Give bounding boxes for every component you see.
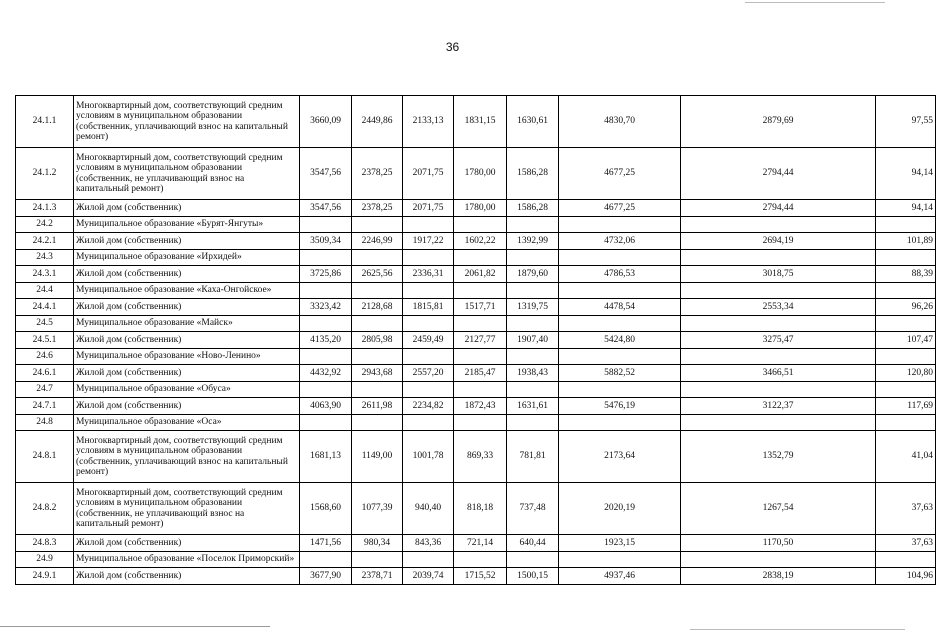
empty-cell <box>876 382 936 398</box>
row-name: Жилой дом (собственник) <box>74 332 300 349</box>
value-cell: 94,14 <box>876 200 936 217</box>
table-row <box>16 200 936 217</box>
row-name: Жилой дом (собственник) <box>74 568 300 585</box>
value-cell: 843,36 <box>403 535 454 552</box>
empty-cell <box>876 316 936 332</box>
value-cell: 1879,60 <box>507 266 559 283</box>
value-cell: 3677,90 <box>300 568 352 585</box>
value-cell: 1077,39 <box>352 483 403 535</box>
row-code: 24.8.3 <box>16 535 74 552</box>
value-cell: 37,63 <box>876 535 936 552</box>
value-cell: 1917,22 <box>403 233 454 250</box>
row-name: Жилой дом (собственник) <box>74 233 300 250</box>
value-cell: 2794,44 <box>681 200 876 217</box>
value-cell: 117,69 <box>876 398 936 415</box>
empty-cell <box>352 415 403 431</box>
empty-cell <box>681 382 876 398</box>
empty-cell <box>507 316 559 332</box>
value-cell: 2943,68 <box>352 365 403 382</box>
value-cell: 1602,22 <box>454 233 507 250</box>
value-cell: 94,14 <box>876 148 936 200</box>
row-code: 24.5 <box>16 316 74 332</box>
empty-cell <box>454 415 507 431</box>
value-cell: 96,26 <box>876 299 936 316</box>
empty-cell <box>507 250 559 266</box>
table-row <box>16 332 936 349</box>
empty-cell <box>681 316 876 332</box>
empty-cell <box>876 250 936 266</box>
page-number: 36 <box>445 40 460 54</box>
empty-cell <box>876 217 936 233</box>
table-row <box>16 365 936 382</box>
value-cell: 1568,60 <box>300 483 352 535</box>
value-cell: 107,47 <box>876 332 936 349</box>
row-code: 24.3 <box>16 250 74 266</box>
value-cell: 4830,70 <box>559 96 681 148</box>
empty-cell <box>559 283 681 299</box>
empty-cell <box>681 217 876 233</box>
row-code: 24.3.1 <box>16 266 74 283</box>
value-cell: 2071,75 <box>403 148 454 200</box>
empty-cell <box>300 382 352 398</box>
value-cell: 1319,75 <box>507 299 559 316</box>
row-code: 24.8.2 <box>16 483 74 535</box>
row-name: Жилой дом (собственник) <box>74 266 300 283</box>
section-title: Муниципальное образование «Ирхидей» <box>74 250 300 266</box>
section-title: Муниципальное образование «Бурят-Янгуты» <box>74 217 300 233</box>
empty-cell <box>352 316 403 332</box>
value-cell: 2378,71 <box>352 568 403 585</box>
value-cell: 5882,52 <box>559 365 681 382</box>
value-cell: 2071,75 <box>403 200 454 217</box>
empty-cell <box>352 382 403 398</box>
value-cell: 2378,25 <box>352 200 403 217</box>
table-row <box>16 299 936 316</box>
row-name: Многоквартирный дом, соответствующий средним условиям в муниципальном образовании (собственник, уплачивающий взнос на капитальный ремонт) <box>74 96 300 148</box>
value-cell: 4063,90 <box>300 398 352 415</box>
row-code: 24.4.1 <box>16 299 74 316</box>
empty-cell <box>403 552 454 568</box>
value-cell: 2794,44 <box>681 148 876 200</box>
value-cell: 3509,34 <box>300 233 352 250</box>
value-cell: 3122,37 <box>681 398 876 415</box>
empty-cell <box>300 217 352 233</box>
value-cell: 2879,69 <box>681 96 876 148</box>
table-row <box>16 535 936 552</box>
row-name: Жилой дом (собственник) <box>74 535 300 552</box>
value-cell: 1352,79 <box>681 431 876 483</box>
value-cell: 1500,15 <box>507 568 559 585</box>
empty-cell <box>352 217 403 233</box>
row-code: 24.9 <box>16 552 74 568</box>
tariff-table <box>15 95 936 585</box>
section-row <box>16 552 936 568</box>
section-row <box>16 316 936 332</box>
table-row <box>16 233 936 250</box>
value-cell: 4677,25 <box>559 200 681 217</box>
value-cell: 2557,20 <box>403 365 454 382</box>
value-cell: 101,89 <box>876 233 936 250</box>
empty-cell <box>507 283 559 299</box>
row-code: 24.1.2 <box>16 148 74 200</box>
empty-cell <box>352 552 403 568</box>
section-row <box>16 217 936 233</box>
value-cell: 1715,52 <box>454 568 507 585</box>
value-cell: 3547,56 <box>300 148 352 200</box>
value-cell: 1815,81 <box>403 299 454 316</box>
empty-cell <box>454 349 507 365</box>
empty-cell <box>559 415 681 431</box>
empty-cell <box>300 316 352 332</box>
empty-cell <box>403 349 454 365</box>
empty-cell <box>403 316 454 332</box>
value-cell: 37,63 <box>876 483 936 535</box>
value-cell: 721,14 <box>454 535 507 552</box>
empty-cell <box>507 552 559 568</box>
value-cell: 1923,15 <box>559 535 681 552</box>
value-cell: 1831,15 <box>454 96 507 148</box>
section-title: Муниципальное образование «Оса» <box>74 415 300 431</box>
value-cell: 104,96 <box>876 568 936 585</box>
row-name: Многоквартирный дом, соответствующий средним условиям в муниципальном образовании (собственник, уплачивающий взнос на капитальный ремонт) <box>74 431 300 483</box>
empty-cell <box>559 250 681 266</box>
top-edge-rule <box>745 2 885 3</box>
row-code: 24.9.1 <box>16 568 74 585</box>
section-title: Муниципальное образование «Ново-Ленино» <box>74 349 300 365</box>
value-cell: 5476,19 <box>559 398 681 415</box>
value-cell: 2805,98 <box>352 332 403 349</box>
empty-cell <box>507 217 559 233</box>
value-cell: 120,80 <box>876 365 936 382</box>
value-cell: 2246,99 <box>352 233 403 250</box>
empty-cell <box>681 552 876 568</box>
table-row <box>16 483 936 535</box>
row-code: 24.1.3 <box>16 200 74 217</box>
section-row <box>16 250 936 266</box>
empty-cell <box>300 250 352 266</box>
value-cell: 640,44 <box>507 535 559 552</box>
value-cell: 3275,47 <box>681 332 876 349</box>
empty-cell <box>507 415 559 431</box>
value-cell: 88,39 <box>876 266 936 283</box>
row-code: 24.6.1 <box>16 365 74 382</box>
value-cell: 1631,61 <box>507 398 559 415</box>
value-cell: 3660,09 <box>300 96 352 148</box>
row-name: Жилой дом (собственник) <box>74 299 300 316</box>
table-body <box>16 96 936 585</box>
empty-cell <box>507 382 559 398</box>
value-cell: 4432,92 <box>300 365 352 382</box>
empty-cell <box>300 552 352 568</box>
value-cell: 1907,40 <box>507 332 559 349</box>
empty-cell <box>300 349 352 365</box>
value-cell: 2611,98 <box>352 398 403 415</box>
value-cell: 1872,43 <box>454 398 507 415</box>
row-code: 24.6 <box>16 349 74 365</box>
empty-cell <box>352 349 403 365</box>
empty-cell <box>454 250 507 266</box>
value-cell: 781,81 <box>507 431 559 483</box>
empty-cell <box>876 349 936 365</box>
value-cell: 1001,78 <box>403 431 454 483</box>
table-row <box>16 266 936 283</box>
value-cell: 2173,64 <box>559 431 681 483</box>
table-row <box>16 398 936 415</box>
empty-cell <box>454 552 507 568</box>
row-code: 24.1.1 <box>16 96 74 148</box>
value-cell: 2625,56 <box>352 266 403 283</box>
section-row <box>16 349 936 365</box>
empty-cell <box>559 382 681 398</box>
value-cell: 3466,51 <box>681 365 876 382</box>
value-cell: 1681,13 <box>300 431 352 483</box>
row-code: 24.7.1 <box>16 398 74 415</box>
value-cell: 1780,00 <box>454 200 507 217</box>
empty-cell <box>559 552 681 568</box>
row-code: 24.8.1 <box>16 431 74 483</box>
table-row <box>16 568 936 585</box>
table-row <box>16 431 936 483</box>
empty-cell <box>681 349 876 365</box>
table-row <box>16 96 936 148</box>
value-cell: 97,55 <box>876 96 936 148</box>
section-row <box>16 382 936 398</box>
empty-cell <box>876 283 936 299</box>
row-name: Многоквартирный дом, соответствующий средним условиям в муниципальном образовании (собственник, не уплачивающий взнос на капитальный ремонт) <box>74 148 300 200</box>
empty-cell <box>300 283 352 299</box>
section-row <box>16 283 936 299</box>
value-cell: 1938,43 <box>507 365 559 382</box>
empty-cell <box>454 217 507 233</box>
value-cell: 4786,53 <box>559 266 681 283</box>
value-cell: 2449,86 <box>352 96 403 148</box>
empty-cell <box>403 250 454 266</box>
empty-cell <box>559 316 681 332</box>
value-cell: 4478,54 <box>559 299 681 316</box>
empty-cell <box>454 283 507 299</box>
value-cell: 2838,19 <box>681 568 876 585</box>
empty-cell <box>300 415 352 431</box>
value-cell: 3323,42 <box>300 299 352 316</box>
empty-cell <box>559 217 681 233</box>
value-cell: 2553,34 <box>681 299 876 316</box>
value-cell: 4937,46 <box>559 568 681 585</box>
empty-cell <box>352 250 403 266</box>
value-cell: 2185,47 <box>454 365 507 382</box>
value-cell: 2234,82 <box>403 398 454 415</box>
value-cell: 1517,71 <box>454 299 507 316</box>
value-cell: 2128,68 <box>352 299 403 316</box>
row-code: 24.2 <box>16 217 74 233</box>
empty-cell <box>352 283 403 299</box>
empty-cell <box>454 316 507 332</box>
value-cell: 2694,19 <box>681 233 876 250</box>
row-code: 24.2.1 <box>16 233 74 250</box>
value-cell: 4732,06 <box>559 233 681 250</box>
section-row <box>16 415 936 431</box>
table-row <box>16 148 936 200</box>
value-cell: 869,33 <box>454 431 507 483</box>
row-code: 24.7 <box>16 382 74 398</box>
empty-cell <box>403 415 454 431</box>
value-cell: 1630,61 <box>507 96 559 148</box>
footer-rule <box>0 626 270 627</box>
row-code: 24.4 <box>16 283 74 299</box>
section-title: Муниципальное образование «Майск» <box>74 316 300 332</box>
value-cell: 1471,56 <box>300 535 352 552</box>
empty-cell <box>507 349 559 365</box>
empty-cell <box>681 250 876 266</box>
value-cell: 2459,49 <box>403 332 454 349</box>
value-cell: 1392,99 <box>507 233 559 250</box>
section-title: Муниципальное образование «Обуса» <box>74 382 300 398</box>
value-cell: 4677,25 <box>559 148 681 200</box>
value-cell: 2378,25 <box>352 148 403 200</box>
value-cell: 3725,86 <box>300 266 352 283</box>
value-cell: 1586,28 <box>507 148 559 200</box>
value-cell: 3018,75 <box>681 266 876 283</box>
value-cell: 2127,77 <box>454 332 507 349</box>
value-cell: 737,48 <box>507 483 559 535</box>
value-cell: 5424,80 <box>559 332 681 349</box>
footer-rule-right <box>690 629 905 630</box>
value-cell: 2039,74 <box>403 568 454 585</box>
empty-cell <box>454 382 507 398</box>
value-cell: 2133,13 <box>403 96 454 148</box>
value-cell: 4135,20 <box>300 332 352 349</box>
value-cell: 818,18 <box>454 483 507 535</box>
row-code: 24.8 <box>16 415 74 431</box>
value-cell: 980,34 <box>352 535 403 552</box>
empty-cell <box>403 217 454 233</box>
empty-cell <box>403 382 454 398</box>
row-name: Многоквартирный дом, соответствующий средним условиям в муниципальном образовании (собственник, не уплачивающий взнос на капитальный ремонт) <box>74 483 300 535</box>
row-name: Жилой дом (собственник) <box>74 365 300 382</box>
empty-cell <box>681 283 876 299</box>
section-title: Муниципальное образование «Поселок Приморский» <box>74 552 300 568</box>
empty-cell <box>559 349 681 365</box>
empty-cell <box>681 415 876 431</box>
value-cell: 3547,56 <box>300 200 352 217</box>
row-code: 24.5.1 <box>16 332 74 349</box>
value-cell: 1780,00 <box>454 148 507 200</box>
row-name: Жилой дом (собственник) <box>74 200 300 217</box>
empty-cell <box>876 552 936 568</box>
value-cell: 2336,31 <box>403 266 454 283</box>
value-cell: 1267,54 <box>681 483 876 535</box>
value-cell: 2061,82 <box>454 266 507 283</box>
row-name: Жилой дом (собственник) <box>74 398 300 415</box>
value-cell: 1149,00 <box>352 431 403 483</box>
value-cell: 1586,28 <box>507 200 559 217</box>
value-cell: 940,40 <box>403 483 454 535</box>
section-title: Муниципальное образование «Каха-Онгойское» <box>74 283 300 299</box>
empty-cell <box>876 415 936 431</box>
value-cell: 1170,50 <box>681 535 876 552</box>
value-cell: 2020,19 <box>559 483 681 535</box>
empty-cell <box>403 283 454 299</box>
value-cell: 41,04 <box>876 431 936 483</box>
